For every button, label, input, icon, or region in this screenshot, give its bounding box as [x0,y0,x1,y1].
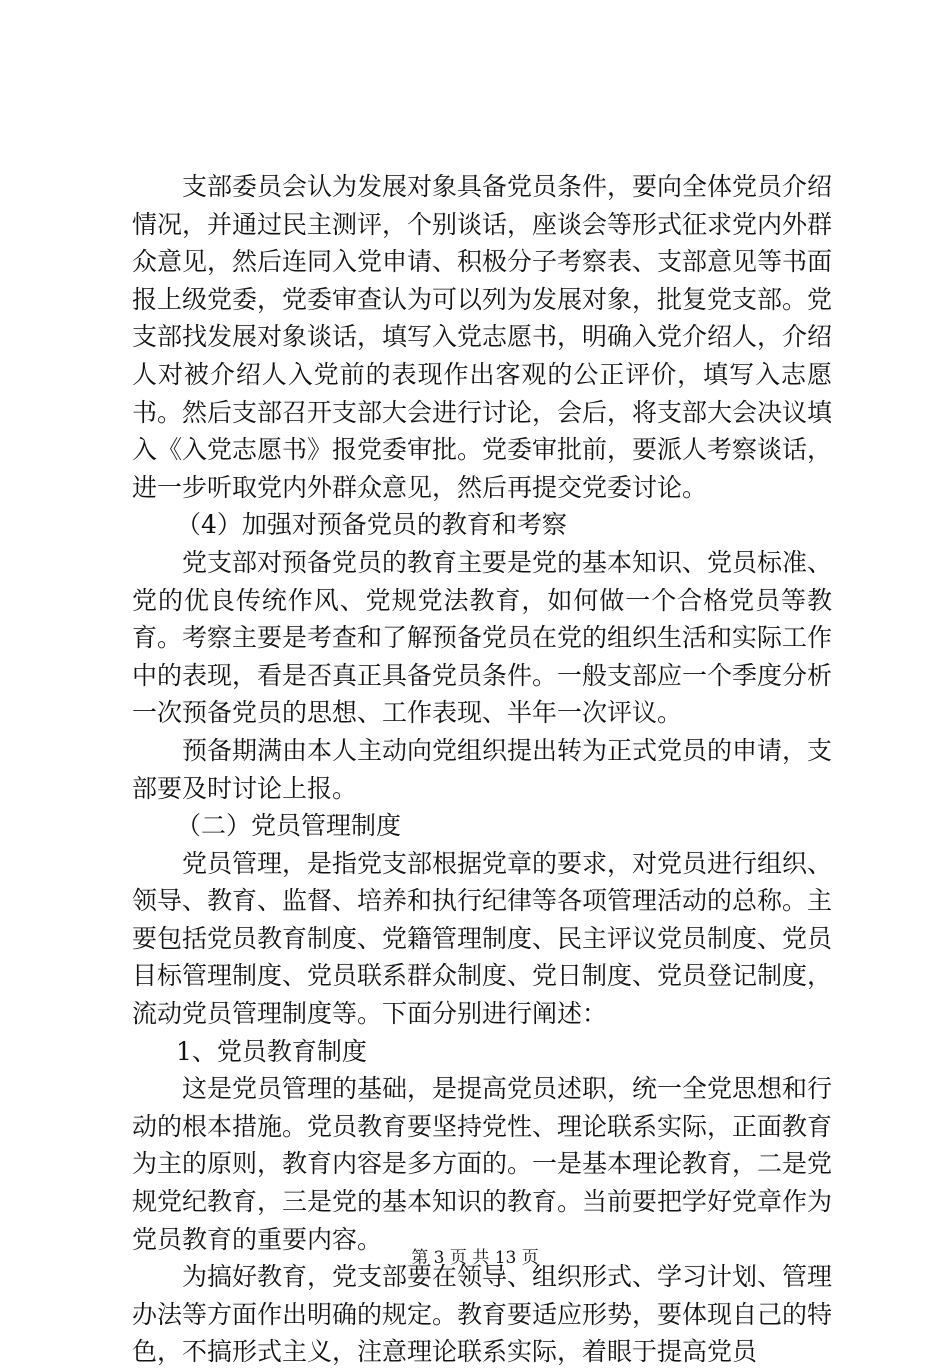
paragraph-6: 为搞好教育，党支部要在领导、组织形式、学习计划、管理办法等方面作出明确的规定。教育要适应形势，要体现自己的特色，不搞形式主义，注意理论联系实际，着眼于提高党员 [132,1262,833,1367]
paragraph-4: 党员管理，是指党支部根据党章的要求，对党员进行组织、领导、教育、监督、培养和执行纪律等各项管理活动的总称。主要包括党员教育制度、党籍管理制度、民主评议党员制度、党员目标管理制度、党员联系群众制度、党日制度、党员登记制度，流动党员管理制度等。下面分别进行阐述： [132,848,833,1029]
section-heading-2: （二）党员管理制度 [176,811,402,841]
paragraph-3: 预备期满由本人主动向党组织提出转为正式党员的申请，支部要及时讨论上报。 [132,735,833,803]
paragraph-1: 支部委员会认为发展对象具备党员条件，要向全体党员介绍情况，并通过民主测评，个别谈话，座谈会等形式征求党内外群众意见，然后连同入党申请、积极分子考察表、支部意见等书面报上级党委，党委审查认为可以列为发展对象，批复党支部。党支部找发展对象谈话，填写入党志愿书，明确入党介绍人，介绍人对被介绍人入党前的表现作出客观的公正评价，填写入志愿书。然后支部召开支部大会进行讨论，会后，将支部大会决议填入《入党志愿书》报党委审批。党委审批前，要派人考察谈话，进一步听取党内外群众意见，然后再提交党委讨论。 [132,172,833,502]
section-heading-4: （4）加强对预备党员的教育和考察 [176,510,567,540]
page-footer: 第 3 页 共 13 页 [411,1248,539,1268]
paragraph-5: 这是党员管理的基础，是提高党员述职，统一全党思想和行动的根本措施。党员教育要坚持党性、理论联系实际，正面教育为主的原则，教育内容是多方面的。一是基本理论教育，二是党规党纪教育，三是党的基本知识的教育。当前要把学好党章作为党员教育的重要内容。 [132,1074,833,1254]
paragraph-2: 党支部对预备党员的教育主要是党的基本知识、党员标准、党的优良传统作风、党规党法教育，如何做一个合格党员等教育。考察主要是考查和了解预备党员在党的组织生活和实际工作中的表现，看是否真正具备党员条件。一般支部应一个季度分析一次预备党员的思想、工作表现、半年一次评议。 [132,547,833,728]
document-body [132,168,832,1371]
subsection-heading-1: 1、党员教育制度 [176,1036,367,1066]
